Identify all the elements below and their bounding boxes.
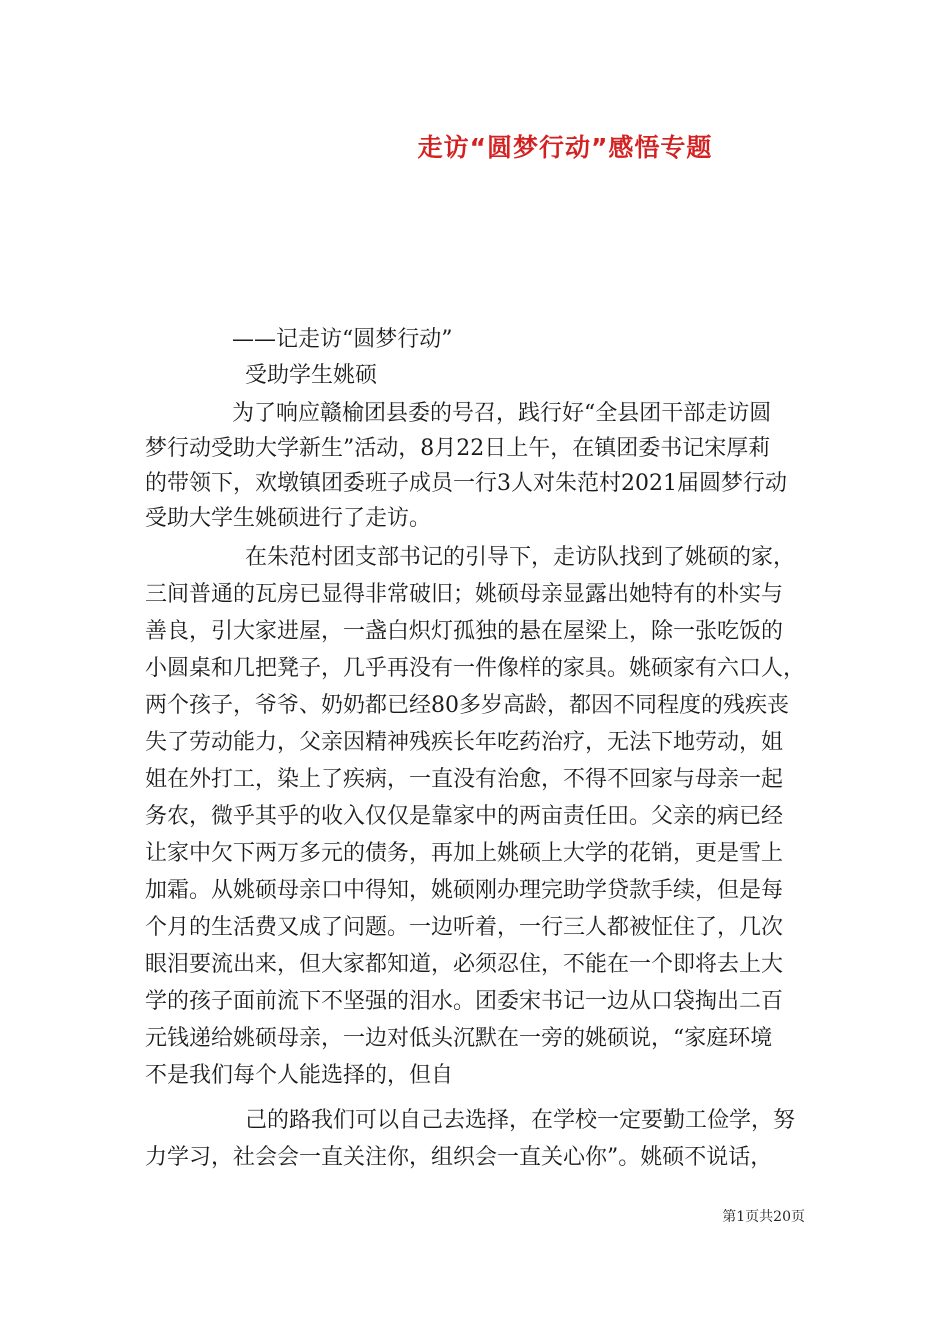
paragraph-line: 三间普通的瓦房已显得非常破旧；姚硕母亲显露出她特有的朴实与	[145, 582, 784, 607]
paragraph-line: 务农，微乎其乎的收入仅仅是靠家中的两亩责任田。父亲的病已经	[145, 804, 784, 829]
paragraph-line: 两个孩子，爷爷、奶奶都已经80多岁高龄，都因不同程度的残疾丧	[145, 693, 789, 718]
paragraph-line: 元钱递给姚硕母亲，一边对低头沉默在一旁的姚硕说，“家庭环境	[145, 1026, 773, 1051]
paragraph-line: 学的孩子面前流下不坚强的泪水。团委宋书记一边从口袋掏出二百	[145, 989, 784, 1014]
paragraph-line: 加霜。从姚硕母亲口中得知，姚硕刚办理完助学贷款手续，但是每	[145, 878, 784, 903]
paragraph-line: 为了响应赣榆团县委的号召，践行好“全县团干部走访圆	[232, 401, 772, 426]
paragraph-line: 梦行动受助大学新生”活动，8月22日上午，在镇团委书记宋厚莉	[145, 436, 771, 461]
paragraph-line: 小圆桌和几把凳子，几乎再没有一件像样的家具。姚硕家有六口人，	[145, 656, 806, 681]
paragraph-line: 的带领下，欢墩镇团委班子成员一行3人对朱范村2021届圆梦行动	[145, 471, 787, 496]
subtitle-line-1: ——记走访“圆梦行动”	[232, 327, 453, 352]
paragraph-line: 受助大学生姚硕进行了走访。	[145, 506, 432, 531]
paragraph-line: 力学习，社会会一直关注你，组织会一直关心你”。姚硕不说话，	[145, 1145, 773, 1170]
paragraph-line: 己的路我们可以自己去选择，在学校一定要勤工俭学，努	[245, 1108, 796, 1133]
paragraph-line: 失了劳动能力，父亲因精神残疾长年吃药治疗，无法下地劳动，姐	[145, 730, 784, 755]
paragraph-line: 在朱范村团支部书记的引导下，走访队找到了姚硕的家，	[245, 545, 796, 570]
paragraph-line: 不是我们每个人能选择的，但自	[145, 1063, 454, 1088]
paragraph-line: 眼泪要流出来，但大家都知道，必须忍住，不能在一个即将去上大	[145, 952, 784, 977]
paragraph-line: 姐在外打工，染上了疾病，一直没有治愈，不得不回家与母亲一起	[145, 767, 784, 792]
subtitle-line-2: 受助学生姚硕	[245, 363, 378, 388]
paragraph-line: 让家中欠下两万多元的债务，再加上姚硕上大学的花销，更是雪上	[145, 841, 784, 866]
document-title: 走访“圆梦行动”感悟专题	[417, 133, 713, 162]
paragraph-line: 善良，引大家进屋，一盏白炽灯孤独的悬在屋梁上，除一张吃饭的	[145, 619, 784, 644]
page-footer: 第1页共20页	[722, 1209, 805, 1225]
paragraph-line: 个月的生活费又成了问题。一边听着，一行三人都被怔住了，几次	[145, 915, 784, 940]
